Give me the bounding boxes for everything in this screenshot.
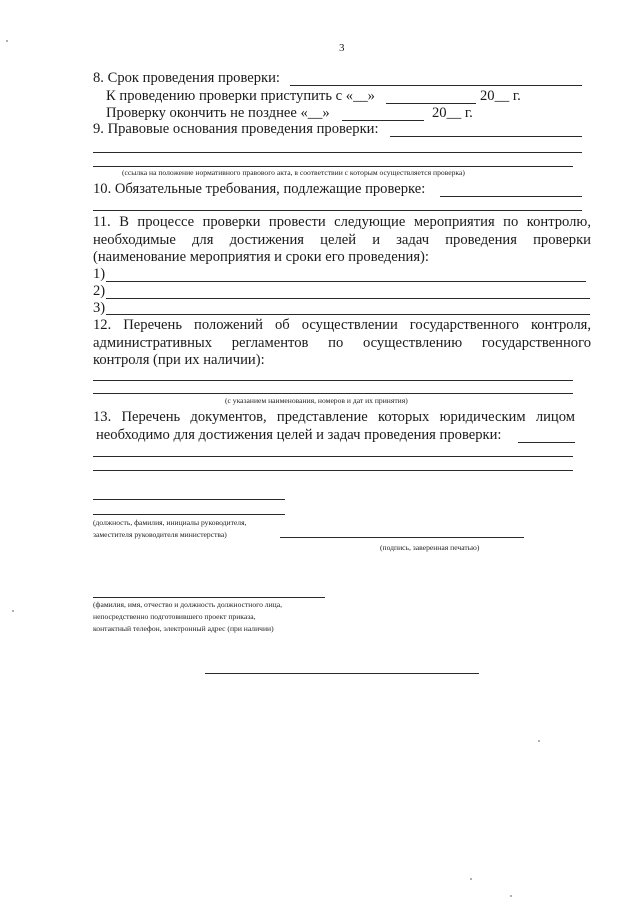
item11-list-3: 3) <box>93 300 106 316</box>
item8-start-month-line[interactable] <box>386 103 476 104</box>
item11-line-1: 11. В процессе проверки провести следующие мероприятия по контролю, <box>93 214 591 230</box>
item9-fill-line-2[interactable] <box>93 152 582 153</box>
item12-fill-line-1[interactable] <box>93 380 573 381</box>
preparer-fill-line[interactable] <box>93 597 325 598</box>
scan-speck <box>538 740 540 742</box>
scan-speck <box>510 895 512 897</box>
item12-fill-line-2[interactable] <box>93 393 573 394</box>
item13-fill-line-2[interactable] <box>93 456 573 457</box>
page-number: 3 <box>339 42 345 54</box>
item10-fill-line-1[interactable] <box>440 196 582 197</box>
item8-start-label: К проведению проверки приступить с «__» <box>106 88 375 104</box>
item13-line-1: 13. Перечень документов, представление которых юридическим лицом <box>93 409 575 425</box>
item13-fill-line-3[interactable] <box>93 470 573 471</box>
item9-fill-line-3[interactable] <box>93 166 573 167</box>
item13-line-2: необходимо для достижения целей и задач проведения проверки: <box>96 427 502 443</box>
preparer-note-2: непосредственно подготовившего проект приказа, <box>93 612 256 621</box>
item8-end-label: Проверку окончить не позднее «__» <box>106 105 330 121</box>
item11-list-2-line[interactable] <box>106 298 590 299</box>
signature-fill-line[interactable] <box>280 537 524 538</box>
item12-note: (с указанием наименования, номеров и дат их принятия) <box>225 396 408 405</box>
item8-label: 8. Срок проведения проверки: <box>93 70 280 86</box>
item8-start-year: 20__ г. <box>480 88 521 104</box>
bottom-separator-line <box>205 673 479 674</box>
scan-speck <box>6 40 8 42</box>
item12-line-2: административных регламентов по осуществлению государственного <box>93 335 591 351</box>
item12-line-1: 12. Перечень положений об осуществлении государственного контроля, <box>93 317 591 333</box>
preparer-note-3: контактный телефон, электронный адрес (при наличии) <box>93 624 274 633</box>
item13-fill-line-1[interactable] <box>518 442 575 443</box>
preparer-note-1: (фамилия, имя, отчество и должность должностного лица, <box>93 600 282 609</box>
scan-speck <box>12 610 14 612</box>
item8-end-year: 20__ г. <box>432 105 473 121</box>
item10-label: 10. Обязательные требования, подлежащие проверке: <box>93 181 426 197</box>
signature-note: (подпись, заверенная печатью) <box>380 543 480 552</box>
scan-speck <box>470 878 472 880</box>
item9-note: (ссылка на положение нормативного правового акта, в соответствии с которым осуществляется проверка) <box>122 168 465 177</box>
item11-list-3-line[interactable] <box>106 314 590 315</box>
item9-fill-line-1[interactable] <box>390 136 582 137</box>
item11-list-1-line[interactable] <box>106 281 586 282</box>
item10-fill-line-2[interactable] <box>93 210 582 211</box>
position-fill-line-2[interactable] <box>93 514 285 515</box>
item11-line-3: (наименование мероприятия и сроки его проведения): <box>93 249 429 265</box>
item11-list-2: 2) <box>93 283 106 299</box>
position-note-2: заместителя руководителя министерства) <box>93 530 227 539</box>
item9-label: 9. Правовые основания проведения проверки: <box>93 121 379 137</box>
item8-fill-line[interactable] <box>290 85 582 86</box>
item12-line-3: контроля (при их наличии): <box>93 352 265 368</box>
item11-list-1: 1) <box>93 266 106 282</box>
item11-line-2: необходимые для достижения целей и задач проведения проверки <box>93 232 591 248</box>
position-note-1: (должность, фамилия, инициалы руководителя, <box>93 518 247 527</box>
position-fill-line-1[interactable] <box>93 499 285 500</box>
